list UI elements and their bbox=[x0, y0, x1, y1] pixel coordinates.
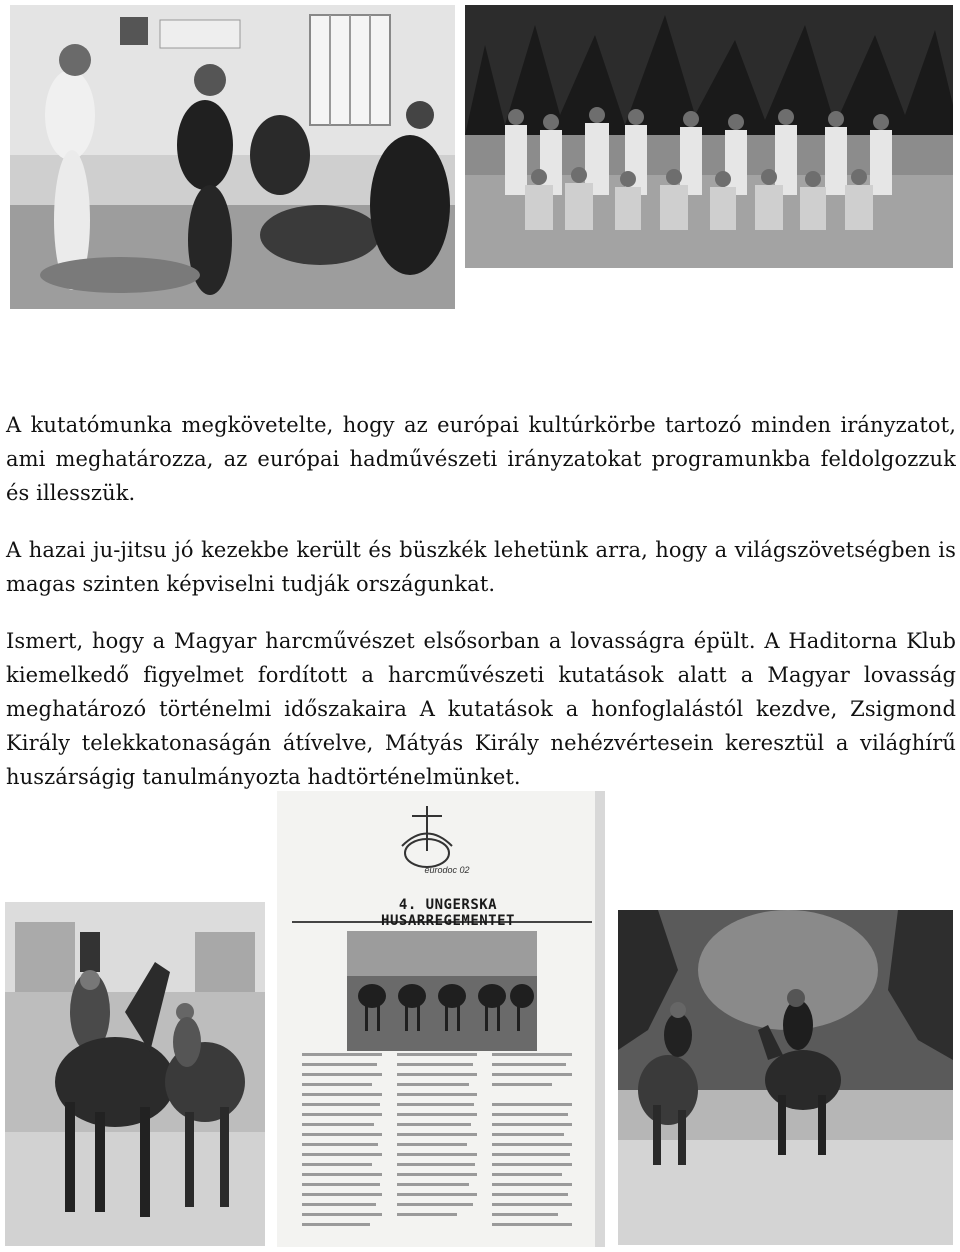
paragraph-cavalry: Ismert, hogy a Magyar harcművészet elsősorban a lovasságra épült. A Haditorna Klub kiemelkedő figyelmet fordított a harcművészeti kutatások alatt a Magyar lovasság meghatározó történelmi időszakaira A kutatások a honfoglalástól kezdve, Zsigmond Király telekkatonaságán átívelve, Mátyás Király nehézvértesein keresztül a világhírű huszárságig tanulmányozta hadtörténelmünket. bbox=[6, 629, 956, 789]
photo-martial-arts-training bbox=[10, 5, 455, 309]
photo-group-portrait bbox=[465, 5, 953, 268]
scanned-document-page bbox=[277, 791, 605, 1247]
paragraph-jujitsu: A hazai ju-jitsu jó kezekbe került és büszkék lehetünk arra, hogy a világszövetségben is magas szinten képviselni tudják országunkat. bbox=[6, 538, 956, 596]
scan-logo-caption: eurodoc 02 bbox=[424, 865, 470, 875]
scan-title: 4. UNGERSKA HUSARREGEMENTET bbox=[381, 897, 515, 929]
photo-hussars-on-horseback bbox=[5, 902, 265, 1246]
paragraph-research: A kutatómunka megkövetelte, hogy az európai kultúrkörbe tartozó minden irányzatot, ami meghatározza, az európai hadművészeti irányzatokat programunkba feldolgozzuk és illesszük. bbox=[6, 413, 956, 505]
photo-riders-in-park bbox=[618, 910, 953, 1245]
